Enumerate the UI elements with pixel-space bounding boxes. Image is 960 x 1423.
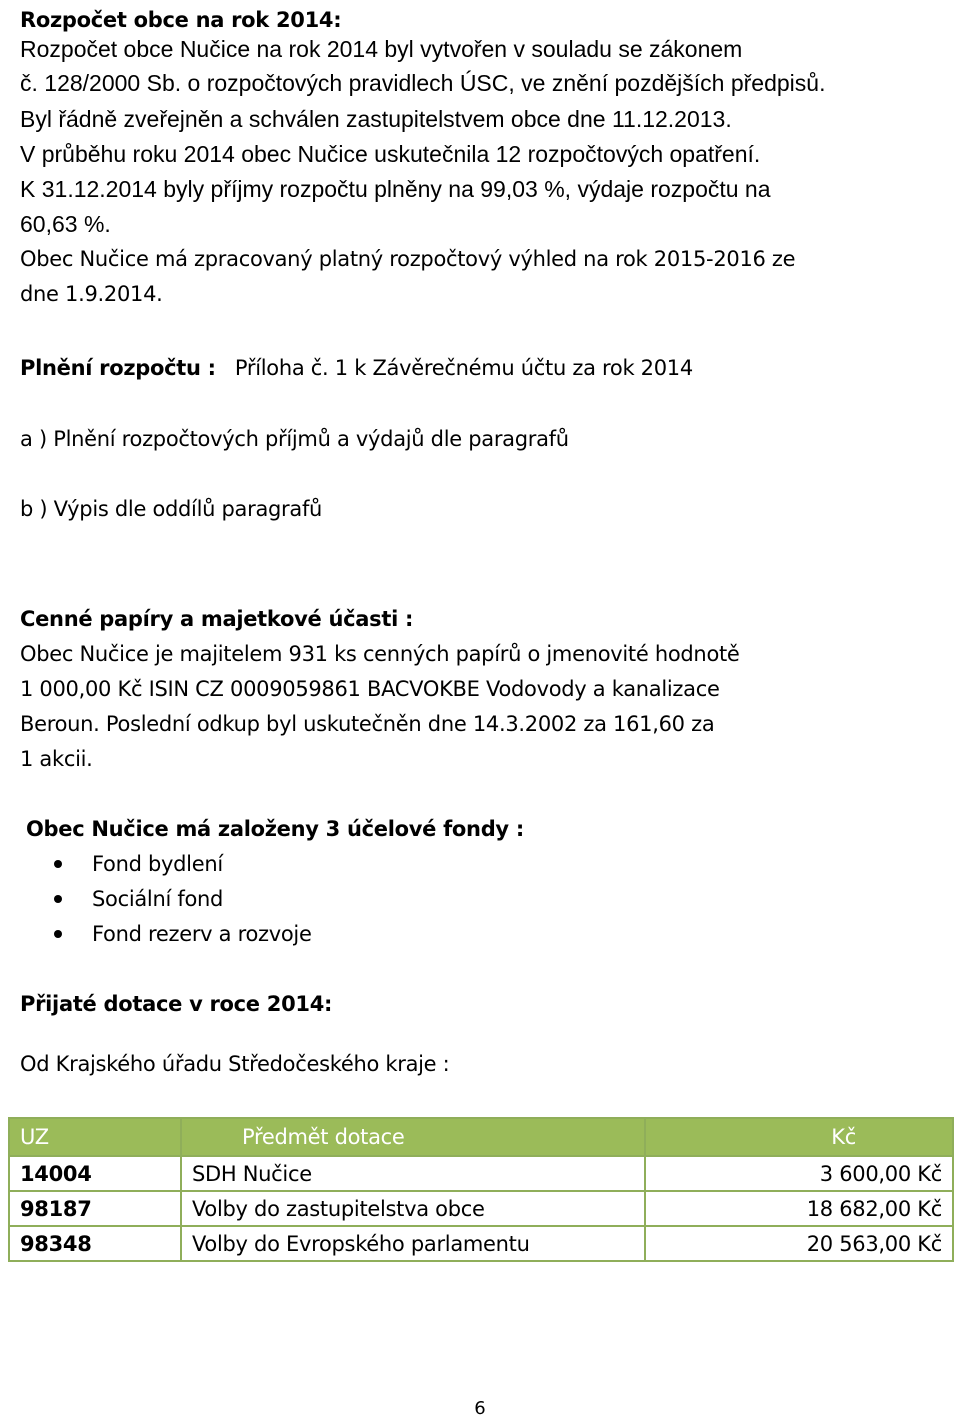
dotace-source: Od Krajského úřadu Středočeského kraje :: [20, 1052, 450, 1076]
cenne-papiry-line: 1 000,00 Kč ISIN CZ 0009059861 BACVOKBE Vodovody a kanalizace: [20, 677, 720, 701]
fond-item: Fond bydlení: [92, 852, 223, 876]
cell-uz: 98187: [9, 1191, 181, 1226]
cenne-papiry-line: 1 akcii.: [20, 747, 93, 771]
dotace-table: [8, 1117, 954, 1262]
cenne-papiry-heading: Cenné papíry a majetkové účasti :: [20, 607, 414, 631]
table-header-row: [9, 1118, 953, 1156]
rozpocet-line: 60,63 %.: [20, 211, 111, 237]
page-number: 6: [474, 1398, 486, 1419]
rozpocet-line: Rozpočet obce Nučice na rok 2014 byl vytvořen v souladu se zákonem: [20, 36, 743, 62]
cell-predmet: Volby do Evropského parlamentu: [181, 1226, 645, 1261]
cell-uz: 14004: [9, 1156, 181, 1191]
plneni-text: Příloha č. 1 k Závěrečnému účtu za rok 2014: [234, 356, 693, 380]
rozpocet-line: V průběhu roku 2014 obec Nučice uskutečnila 12 rozpočtových opatření.: [20, 141, 761, 167]
cenne-papiry-line: Obec Nučice je majitelem 931 ks cenných papírů o jmenovité hodnotě: [20, 642, 740, 666]
rozpocet-line: Obec Nučice má zpracovaný platný rozpočtový výhled na rok 2015-2016 ze: [20, 247, 796, 271]
rozpocet-line: K 31.12.2014 byly příjmy rozpočtu plněny na 99,03 %, výdaje rozpočtu na: [20, 176, 771, 202]
cell-kc: 3 600,00 Kč: [645, 1156, 953, 1191]
dotace-heading: Přijaté dotace v roce 2014:: [20, 992, 333, 1016]
bullet-icon: [54, 895, 62, 903]
table-row: [9, 1191, 953, 1226]
column-header-kc: Kč: [645, 1118, 953, 1156]
cell-predmet: Volby do zastupitelstva obce: [181, 1191, 645, 1226]
rozpocet-line: Byl řádně zveřejněn a schválen zastupitelstvem obce dne 11.12.2013.: [20, 106, 732, 132]
table-row: [9, 1226, 953, 1261]
cell-uz: 98348: [9, 1226, 181, 1261]
fondy-heading: Obec Nučice má založeny 3 účelové fondy :: [26, 817, 524, 841]
plneni-line: [20, 353, 693, 383]
cenne-papiry-line: Beroun. Poslední odkup byl uskutečněn dne 14.3.2002 za 161,60 za: [20, 712, 715, 736]
rozpocet-line: dne 1.9.2014.: [20, 282, 163, 306]
column-header-predmet: Předmět dotace: [181, 1118, 645, 1156]
table-row: [9, 1156, 953, 1191]
cell-kc: 20 563,00 Kč: [645, 1226, 953, 1261]
cell-predmet: SDH Nučice: [181, 1156, 645, 1191]
bullet-icon: [54, 860, 62, 868]
column-header-uz: UZ: [9, 1118, 181, 1156]
plneni-item-a: a ) Plnění rozpočtových příjmů a výdajů dle paragrafů: [20, 427, 569, 451]
rozpocet-line: č. 128/2000 Sb. o rozpočtových pravidlech ÚSC, ve znění pozdějších předpisů.: [20, 70, 826, 96]
fond-item: Fond rezerv a rozvoje: [92, 922, 312, 946]
bullet-icon: [54, 930, 62, 938]
rozpocet-heading: Rozpočet obce na rok 2014:: [20, 8, 342, 32]
plneni-label: Plnění rozpočtu :: [20, 356, 216, 380]
plneni-item-b: b ) Výpis dle oddílů paragrafů: [20, 497, 323, 521]
cell-kc: 18 682,00 Kč: [645, 1191, 953, 1226]
fond-item: Sociální fond: [92, 887, 224, 911]
